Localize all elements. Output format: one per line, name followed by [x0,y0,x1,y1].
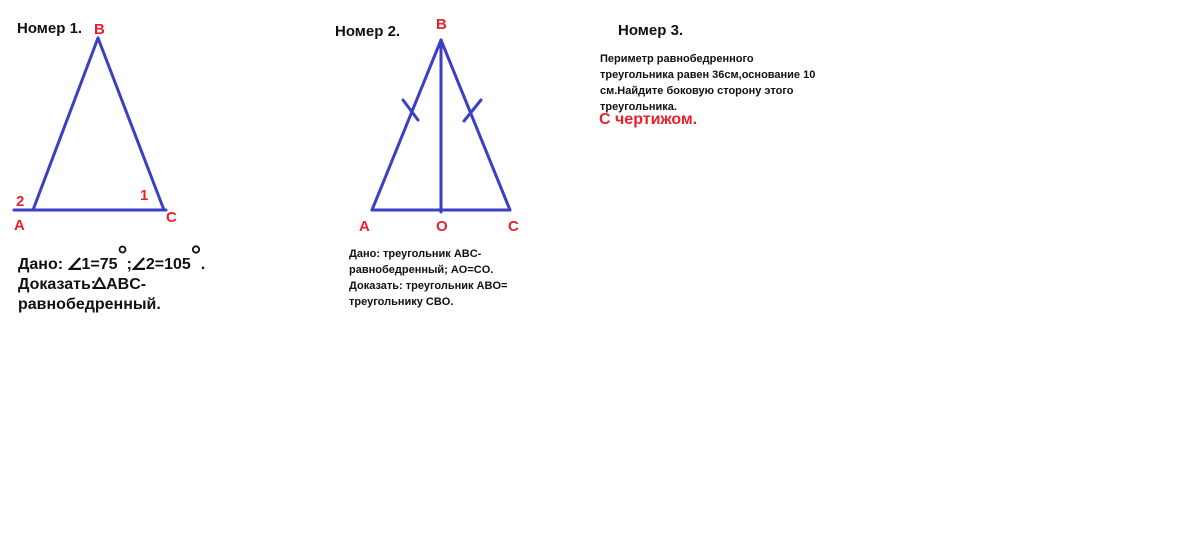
angle-1-value: 1=75 [81,256,118,273]
problem-3-title: Номер 3. [618,22,684,39]
given-line: треугольнику CBO. [349,296,454,308]
vertex-label-c: C [166,209,177,226]
degree-icon [191,245,201,263]
angle-symbol-icon [68,257,82,270]
given-prefix: Дано: [18,256,68,273]
problem-1-title: Номер 1. [17,20,83,37]
side-ab [33,38,98,210]
given-line: Дано: треугольник ABC- [349,248,482,260]
angle-2-value: 2=105 [145,256,191,273]
text-line: треугольника. [600,101,677,113]
end-period: . [200,256,206,273]
problem-2-given [349,246,507,310]
degree-icon [118,245,127,263]
angle-symbol-icon [132,257,146,270]
problem-2-title: Номер 2. [335,23,401,40]
prove-prefix: Доказать: [18,276,97,293]
vertex-label-b: B [436,16,447,33]
problem-3-text [600,51,820,115]
angle-label-2: 2 [16,193,25,210]
problem-1-given [18,245,205,315]
triangle-abc-figure-2 [372,40,510,212]
vertex-label-o: O [436,218,448,235]
prove-line-2: равнобедренный. [18,296,161,313]
vertex-label-c: C [508,218,519,235]
given-line: Доказать: треугольник ABO= [349,280,508,292]
vertex-label-a: A [359,218,370,235]
side-bc [98,38,164,210]
text-line: см.Найдите боковую сторону этого [600,85,794,97]
side-ab [372,40,441,210]
prove-body: ABC- [106,276,147,293]
text-line: Периметр равнобедренного [600,53,754,65]
side-bc [441,40,510,210]
angle-label-1: 1 [140,187,149,204]
problem-3-note: С чертижом. [599,111,698,128]
vertex-label-b: B [94,21,105,38]
separator: ; [126,256,132,273]
triangle-icon [93,277,106,289]
vertex-label-a: A [14,217,25,234]
given-line: равнобедренный; AO=CO. [349,264,494,276]
triangle-abc-figure-1 [14,38,166,210]
text-line: треугольника равен 36см,основание 10 [600,69,816,81]
